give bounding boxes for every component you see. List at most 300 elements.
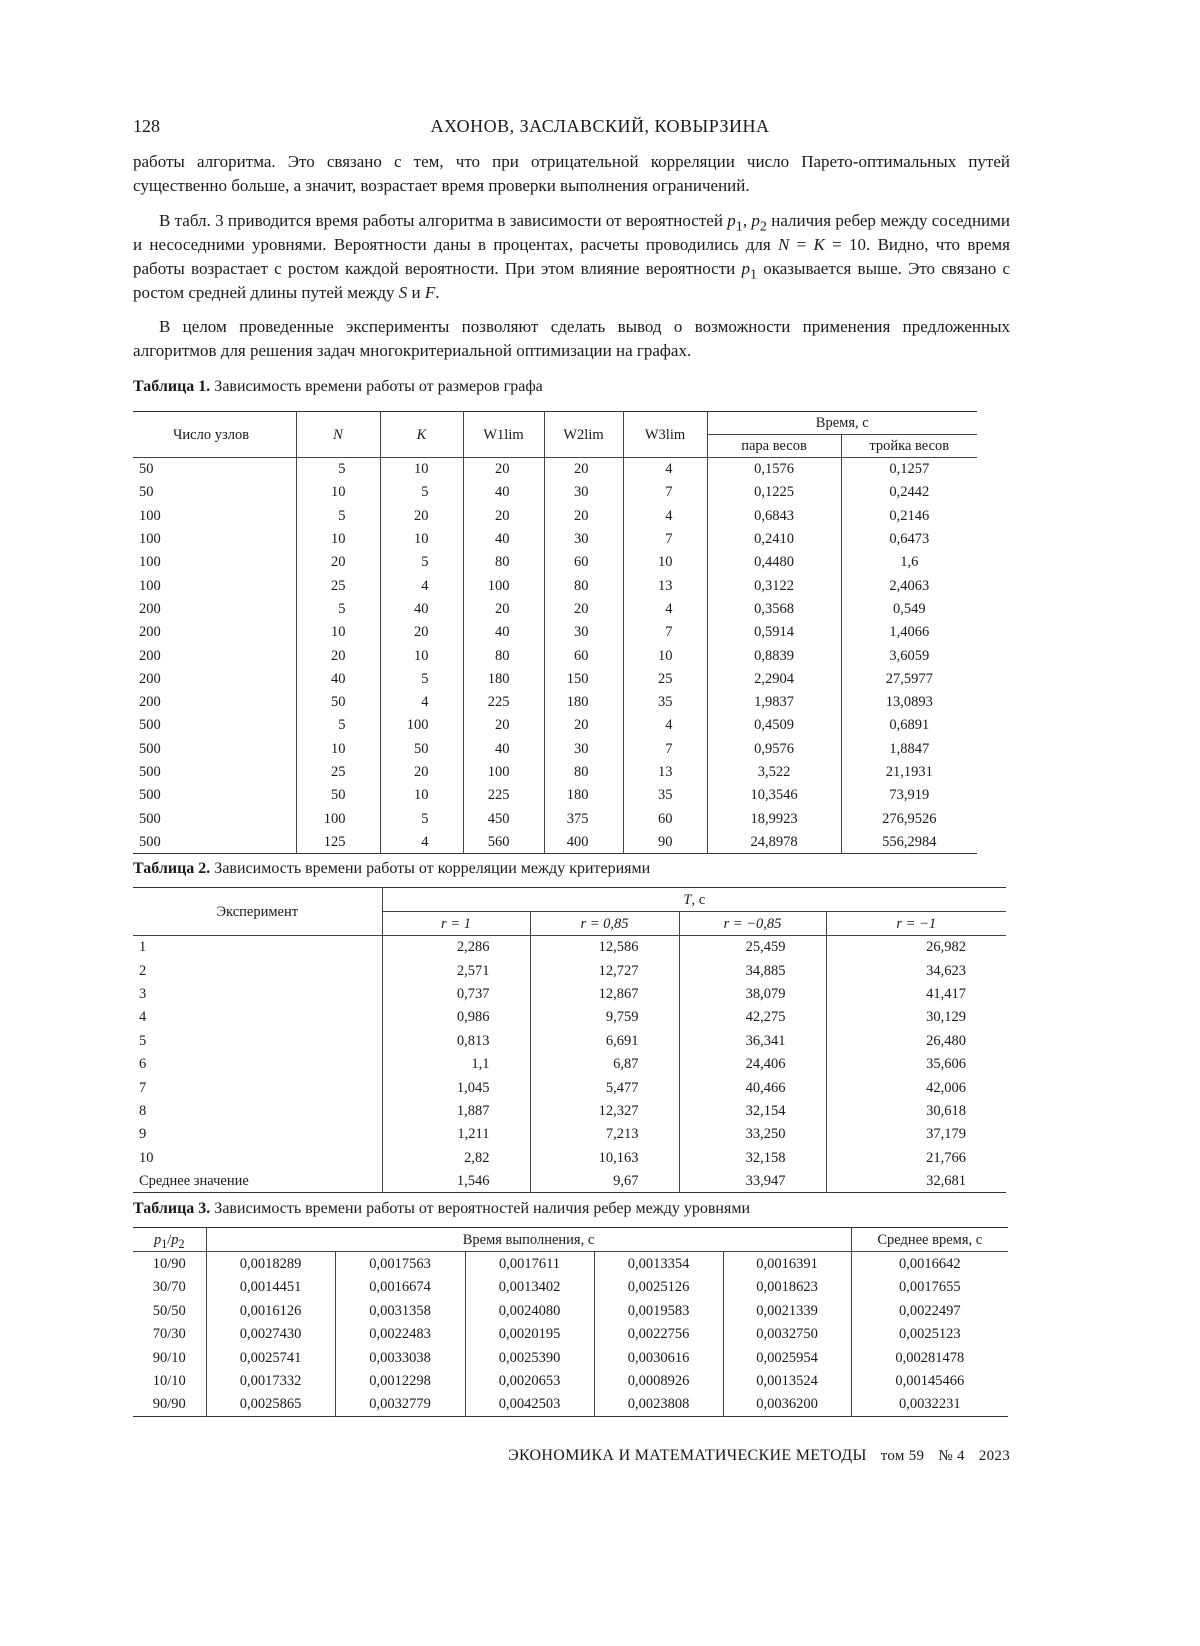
table-cell: 73,919 <box>841 784 977 807</box>
text-run: = <box>789 235 813 254</box>
table-cell: 24,8978 <box>707 830 841 853</box>
row-label-cell: 500 <box>133 714 296 737</box>
header-node-count: Число узлов <box>133 412 296 458</box>
table-cell: 1,211 <box>382 1123 530 1146</box>
table-cell: 36,341 <box>679 1029 826 1052</box>
table-cell: 90 <box>623 830 707 853</box>
table-cell: 0,0016126 <box>206 1299 335 1323</box>
header-execution-time: Время выполнения, с <box>206 1228 851 1252</box>
row-label-cell: 3 <box>133 982 382 1005</box>
table-row <box>133 1123 1006 1146</box>
table-cell: 0,2442 <box>841 481 977 504</box>
table-cell: 125 <box>296 830 380 853</box>
table-cell: 0,1225 <box>707 481 841 504</box>
table-cell: 21,1931 <box>841 760 977 783</box>
table-cell: 0,6891 <box>841 714 977 737</box>
table-row <box>133 551 977 574</box>
math-variable: K <box>814 235 825 254</box>
table-cell: 0,0031358 <box>335 1299 465 1323</box>
table-cell: 26,982 <box>826 936 1006 959</box>
table-row <box>133 1322 1008 1346</box>
text-run: . <box>435 283 439 302</box>
row-label-cell: 30/70 <box>133 1275 206 1299</box>
table-cell: 0,4480 <box>707 551 841 574</box>
table-cell: 2,286 <box>382 936 530 959</box>
math-variable: S <box>399 283 408 302</box>
table-cell: 2,571 <box>382 959 530 982</box>
table-cell: 40 <box>296 667 380 690</box>
running-header-authors: АХОНОВ, ЗАСЛАВСКИЙ, КОВЫРЗИНА <box>300 116 900 137</box>
header-t-group: T, с <box>382 888 1006 912</box>
row-label-cell: 500 <box>133 760 296 783</box>
table-cell: 20 <box>544 504 623 527</box>
row-label-cell: 50 <box>133 458 296 481</box>
table-cell: 20 <box>463 597 544 620</box>
table-row <box>133 1275 1008 1299</box>
table-cell: 180 <box>463 667 544 690</box>
journal-year: 2023 <box>979 1448 1010 1464</box>
table-cell: 40 <box>463 481 544 504</box>
table-cell: 12,867 <box>530 982 679 1005</box>
table-cell: 0,00145466 <box>851 1369 1008 1393</box>
table-cell: 0,0014451 <box>206 1275 335 1299</box>
table-row <box>133 504 977 527</box>
row-label-cell: 200 <box>133 597 296 620</box>
table-cell: 100 <box>296 807 380 830</box>
table2-caption <box>133 859 1010 879</box>
row-label-cell: 100 <box>133 574 296 597</box>
math-variable: N <box>778 235 789 254</box>
row-label-cell: 200 <box>133 621 296 644</box>
math-variable: p <box>741 259 750 278</box>
text-run: В табл. 3 приводится время работы алгоритма в зависимости от вероятностей <box>159 211 727 230</box>
table-cell: 9,67 <box>530 1169 679 1192</box>
table-cell: 10,3546 <box>707 784 841 807</box>
table-cell: 40 <box>380 597 463 620</box>
row-label-cell: 100 <box>133 527 296 550</box>
table-cell: 10 <box>380 784 463 807</box>
journal-name: ЭКОНОМИКА И МАТЕМАТИЧЕСКИЕ МЕТОДЫ <box>508 1447 867 1464</box>
table-cell: 13 <box>623 760 707 783</box>
table-cell: 0,00281478 <box>851 1346 1008 1370</box>
row-label-cell: 90/10 <box>133 1346 206 1370</box>
row-label-cell: 100 <box>133 551 296 574</box>
table-cell: 26,480 <box>826 1029 1006 1052</box>
text-run: и <box>407 283 425 302</box>
row-label-cell: 9 <box>133 1123 382 1146</box>
table-cell: 1,4066 <box>841 621 977 644</box>
table-cell: 10 <box>380 527 463 550</box>
table-cell: 0,0032779 <box>335 1393 465 1417</box>
table-cell: 0,5914 <box>707 621 841 644</box>
table-cell: 5 <box>380 481 463 504</box>
table-cell: 0,0017332 <box>206 1369 335 1393</box>
row-label-cell: Среднее значение <box>133 1169 382 1192</box>
table-cell: 556,2984 <box>841 830 977 853</box>
header-w2lim: W2lim <box>544 412 623 458</box>
table-cell: 13 <box>623 574 707 597</box>
header-pair-weights: пара весов <box>707 435 841 458</box>
table-cell: 80 <box>544 574 623 597</box>
table-row <box>133 1252 1008 1276</box>
table-cell: 1,1 <box>382 1053 530 1076</box>
table-cell: 10 <box>296 527 380 550</box>
table-cell: 1,9837 <box>707 690 841 713</box>
text-run: , <box>743 211 752 230</box>
table-cell: 5 <box>296 714 380 737</box>
journal-issue: № 4 <box>938 1448 964 1464</box>
table-cell: 37,179 <box>826 1123 1006 1146</box>
table-cell: 4 <box>623 504 707 527</box>
table-cell: 2,2904 <box>707 667 841 690</box>
table1-caption <box>133 377 1010 397</box>
table-cell: 4 <box>623 597 707 620</box>
table-row <box>133 667 977 690</box>
table-cell: 0,4509 <box>707 714 841 737</box>
table-cell: 7 <box>623 481 707 504</box>
table-cell: 0,0019583 <box>594 1299 723 1323</box>
table-row <box>133 830 977 853</box>
table-cell: 35 <box>623 784 707 807</box>
table-cell: 450 <box>463 807 544 830</box>
table-cell: 50 <box>296 784 380 807</box>
header-n: N <box>296 412 380 458</box>
math-variable: F <box>425 283 435 302</box>
table-cell: 400 <box>544 830 623 853</box>
table-cell: 0,0025865 <box>206 1393 335 1417</box>
table-cell: 0,0017563 <box>335 1252 465 1276</box>
table-cell: 20 <box>544 597 623 620</box>
header-experiment: Эксперимент <box>133 888 382 936</box>
table-cell: 12,586 <box>530 936 679 959</box>
table-cell: 180 <box>544 690 623 713</box>
table-cell: 7,213 <box>530 1123 679 1146</box>
table-row <box>133 936 1006 959</box>
table-row <box>133 458 977 481</box>
table-cell: 0,0025390 <box>465 1346 594 1370</box>
table-cell: 0,0020653 <box>465 1369 594 1393</box>
table-cell: 150 <box>544 667 623 690</box>
table-cell: 100 <box>463 760 544 783</box>
row-label-cell: 10 <box>133 1146 382 1169</box>
subscript: 1 <box>750 266 757 282</box>
table-cell: 10 <box>380 644 463 667</box>
text-run: оказывается выше. Это связано с ростом средней длины путей между <box>133 259 1010 302</box>
table3-caption-label: Таблица 3. <box>133 1200 210 1217</box>
table-cell: 40,466 <box>679 1076 826 1099</box>
table-cell: 33,250 <box>679 1123 826 1146</box>
table-cell: 34,623 <box>826 959 1006 982</box>
journal-footer <box>133 1447 1010 1465</box>
table-cell: 0,0032750 <box>723 1322 851 1346</box>
table-cell: 41,417 <box>826 982 1006 1005</box>
subscript: 2 <box>760 218 767 234</box>
table-cell: 0,0013524 <box>723 1369 851 1393</box>
table-row <box>133 621 977 644</box>
table-cell: 4 <box>623 714 707 737</box>
table-cell: 0,6473 <box>841 527 977 550</box>
table-cell: 20 <box>463 458 544 481</box>
table-cell: 3,6059 <box>841 644 977 667</box>
table-cell: 80 <box>544 760 623 783</box>
table-cell: 10,163 <box>530 1146 679 1169</box>
table-cell: 20 <box>296 644 380 667</box>
table-cell: 10 <box>380 458 463 481</box>
table-cell: 20 <box>380 504 463 527</box>
table-cell: 0,986 <box>382 1006 530 1029</box>
table-cell: 80 <box>463 551 544 574</box>
table-cell: 12,727 <box>530 959 679 982</box>
table-cell: 10 <box>296 621 380 644</box>
header-p1-p2: p1/p2 <box>133 1228 206 1252</box>
table2-caption-text: Зависимость времени работы от корреляции между критериями <box>210 860 650 877</box>
header-k: K <box>380 412 463 458</box>
table-row <box>133 1029 1006 1052</box>
table-row <box>133 1393 1008 1417</box>
table-cell: 100 <box>380 714 463 737</box>
table-cell: 0,0032231 <box>851 1393 1008 1417</box>
table-cell: 0,3122 <box>707 574 841 597</box>
table-cell: 40 <box>463 621 544 644</box>
table-cell: 24,406 <box>679 1053 826 1076</box>
table-cell: 20 <box>544 458 623 481</box>
table-cell: 0,0024080 <box>465 1299 594 1323</box>
table-row <box>133 644 977 667</box>
row-label-cell: 500 <box>133 807 296 830</box>
row-label-cell: 500 <box>133 737 296 760</box>
table-cell: 32,681 <box>826 1169 1006 1192</box>
table-cell: 0,0013354 <box>594 1252 723 1276</box>
table-cell: 4 <box>380 690 463 713</box>
table-row <box>133 1299 1008 1323</box>
table-cell: 5,477 <box>530 1076 679 1099</box>
table-cell: 0,0042503 <box>465 1393 594 1417</box>
row-label-cell: 10/10 <box>133 1369 206 1393</box>
row-label-cell: 200 <box>133 644 296 667</box>
row-label-cell: 200 <box>133 667 296 690</box>
table-cell: 42,275 <box>679 1006 826 1029</box>
row-label-cell: 100 <box>133 504 296 527</box>
table-cell: 1,887 <box>382 1099 530 1122</box>
table3-caption-text: Зависимость времени работы от вероятностей наличия ребер между уровнями <box>210 1200 750 1217</box>
table-cell: 0,1257 <box>841 458 977 481</box>
table-cell: 0,737 <box>382 982 530 1005</box>
table-cell: 0,0012298 <box>335 1369 465 1393</box>
header-time-group: Время, с <box>707 412 977 435</box>
header-r-085: r = 0,85 <box>530 912 679 936</box>
text-run: = 10. Видно, что время работы возрастает с ростом каждой вероятности. При этом влияние вероятности <box>133 235 1010 278</box>
table-row <box>133 760 977 783</box>
row-label-cell: 200 <box>133 690 296 713</box>
table-row <box>133 690 977 713</box>
table-row <box>133 784 977 807</box>
text-run: В целом проведенные эксперименты позволяют сделать вывод о возможности применения предложенных алгоритмов для решения задач многокритериальной оптимизации на графах. <box>133 317 1010 360</box>
row-label-cell: 6 <box>133 1053 382 1076</box>
table-cell: 0,0025954 <box>723 1346 851 1370</box>
table-cell: 34,885 <box>679 959 826 982</box>
table-cell: 5 <box>380 551 463 574</box>
journal-volume: том 59 <box>881 1448 925 1464</box>
table-cell: 20 <box>463 714 544 737</box>
table-cell: 0,0027430 <box>206 1322 335 1346</box>
table-cell: 0,0017611 <box>465 1252 594 1276</box>
table-cell: 0,0018623 <box>723 1275 851 1299</box>
table-cell: 276,9526 <box>841 807 977 830</box>
table-cell: 0,0008926 <box>594 1369 723 1393</box>
table-cell: 5 <box>296 458 380 481</box>
table-cell: 1,8847 <box>841 737 977 760</box>
table-row <box>133 737 977 760</box>
table-cell: 0,0016391 <box>723 1252 851 1276</box>
table-cell: 0,0020195 <box>465 1322 594 1346</box>
table-cell: 7 <box>623 621 707 644</box>
table-cell: 0,6843 <box>707 504 841 527</box>
table-cell: 0,0022497 <box>851 1299 1008 1323</box>
table-cell: 25 <box>623 667 707 690</box>
table-cell: 6,87 <box>530 1053 679 1076</box>
text-run: наличия ребер между соседними и несоседними уровнями. Вероятности даны в процентах, расчеты проводились для <box>133 211 1010 254</box>
table-cell: 1,6 <box>841 551 977 574</box>
table-row <box>133 597 977 620</box>
table-cell: 42,006 <box>826 1076 1006 1099</box>
row-label-cell: 5 <box>133 1029 382 1052</box>
table-cell: 4 <box>623 458 707 481</box>
header-r-minus-085: r = −0,85 <box>679 912 826 936</box>
row-label-cell: 90/90 <box>133 1393 206 1417</box>
table-cell: 35,606 <box>826 1053 1006 1076</box>
table-cell: 38,079 <box>679 982 826 1005</box>
table-cell: 0,0022483 <box>335 1322 465 1346</box>
table-cell: 3,522 <box>707 760 841 783</box>
table-row <box>133 481 977 504</box>
table-row <box>133 1006 1006 1029</box>
table-cell: 0,2146 <box>841 504 977 527</box>
table-cell: 0,0016674 <box>335 1275 465 1299</box>
table-row <box>133 1369 1008 1393</box>
table-row <box>133 1099 1006 1122</box>
table-row <box>133 574 977 597</box>
table-cell: 13,0893 <box>841 690 977 713</box>
table1-caption-text: Зависимость времени работы от размеров графа <box>210 378 542 395</box>
table-cell: 30,618 <box>826 1099 1006 1122</box>
table-row <box>133 1053 1006 1076</box>
table-cell: 18,9923 <box>707 807 841 830</box>
table-row <box>133 1146 1006 1169</box>
table-cell: 0,0036200 <box>723 1393 851 1417</box>
table-cell: 5 <box>380 807 463 830</box>
table-row <box>133 1169 1006 1192</box>
table-cell: 60 <box>544 551 623 574</box>
table-cell: 20 <box>296 551 380 574</box>
row-label-cell: 10/90 <box>133 1252 206 1276</box>
table-row <box>133 982 1006 1005</box>
header-w3lim: W3lim <box>623 412 707 458</box>
table-cell: 1,546 <box>382 1169 530 1192</box>
table-cell: 30 <box>544 737 623 760</box>
table-cell: 375 <box>544 807 623 830</box>
table-cell: 2,4063 <box>841 574 977 597</box>
table-cell: 10 <box>623 644 707 667</box>
header-r-minus-1: r = −1 <box>826 912 1006 936</box>
table-cell: 4 <box>380 830 463 853</box>
subscript: 1 <box>736 218 743 234</box>
row-label-cell: 1 <box>133 936 382 959</box>
math-variable: p <box>751 211 760 230</box>
table-cell: 0,0025126 <box>594 1275 723 1299</box>
page-body <box>133 150 1010 1465</box>
paragraph-continuation <box>133 150 1010 198</box>
table-cell: 0,0025123 <box>851 1322 1008 1346</box>
table-row <box>133 959 1006 982</box>
table-cell: 30 <box>544 481 623 504</box>
table-row <box>133 1076 1006 1099</box>
table-cell: 0,0017655 <box>851 1275 1008 1299</box>
table-cell: 80 <box>463 644 544 667</box>
table-cell: 20 <box>380 621 463 644</box>
table-cell: 40 <box>463 527 544 550</box>
text-run: работы алгоритма. Это связано с тем, что при отрицательной корреляции число Парето-оптимальных путей существенно больше, а значит, возрастает время проверки выполнения ограничений. <box>133 152 1010 195</box>
row-label-cell: 50 <box>133 481 296 504</box>
table-cell: 6,691 <box>530 1029 679 1052</box>
table-cell: 0,0033038 <box>335 1346 465 1370</box>
table-cell: 0,549 <box>841 597 977 620</box>
table-cell: 180 <box>544 784 623 807</box>
table-cell: 27,5977 <box>841 667 977 690</box>
table-cell: 5 <box>380 667 463 690</box>
page-number: 128 <box>133 116 160 137</box>
header-w1lim: W1lim <box>463 412 544 458</box>
table2 <box>133 887 1006 1193</box>
table-cell: 0,1576 <box>707 458 841 481</box>
table-cell: 50 <box>380 737 463 760</box>
table-cell: 20 <box>380 760 463 783</box>
table-row <box>133 714 977 737</box>
table-cell: 0,0021339 <box>723 1299 851 1323</box>
table-cell: 0,0023808 <box>594 1393 723 1417</box>
table-cell: 7 <box>623 737 707 760</box>
math-variable: p <box>727 211 736 230</box>
table-cell: 225 <box>463 784 544 807</box>
table-cell: 4 <box>380 574 463 597</box>
table-cell: 0,0018289 <box>206 1252 335 1276</box>
row-label-cell: 500 <box>133 830 296 853</box>
paragraph-table3-description <box>133 209 1010 305</box>
table-row <box>133 1346 1008 1370</box>
table-cell: 10 <box>296 737 380 760</box>
table-cell: 60 <box>544 644 623 667</box>
row-label-cell: 2 <box>133 959 382 982</box>
table-cell: 25,459 <box>679 936 826 959</box>
table1-caption-label: Таблица 1. <box>133 378 210 395</box>
table-cell: 560 <box>463 830 544 853</box>
table-cell: 50 <box>296 690 380 713</box>
table-cell: 60 <box>623 807 707 830</box>
table-cell: 33,947 <box>679 1169 826 1192</box>
table-cell: 100 <box>463 574 544 597</box>
table-cell: 0,0025741 <box>206 1346 335 1370</box>
header-average-time: Среднее время, с <box>851 1228 1008 1252</box>
table-cell: 5 <box>296 597 380 620</box>
table-cell: 0,9576 <box>707 737 841 760</box>
table1 <box>133 411 977 854</box>
table3-caption <box>133 1199 1010 1219</box>
table-row <box>133 807 977 830</box>
table-row <box>133 527 977 550</box>
table-cell: 35 <box>623 690 707 713</box>
table-cell: 30,129 <box>826 1006 1006 1029</box>
table-cell: 10 <box>296 481 380 504</box>
paragraph-conclusion <box>133 315 1010 363</box>
